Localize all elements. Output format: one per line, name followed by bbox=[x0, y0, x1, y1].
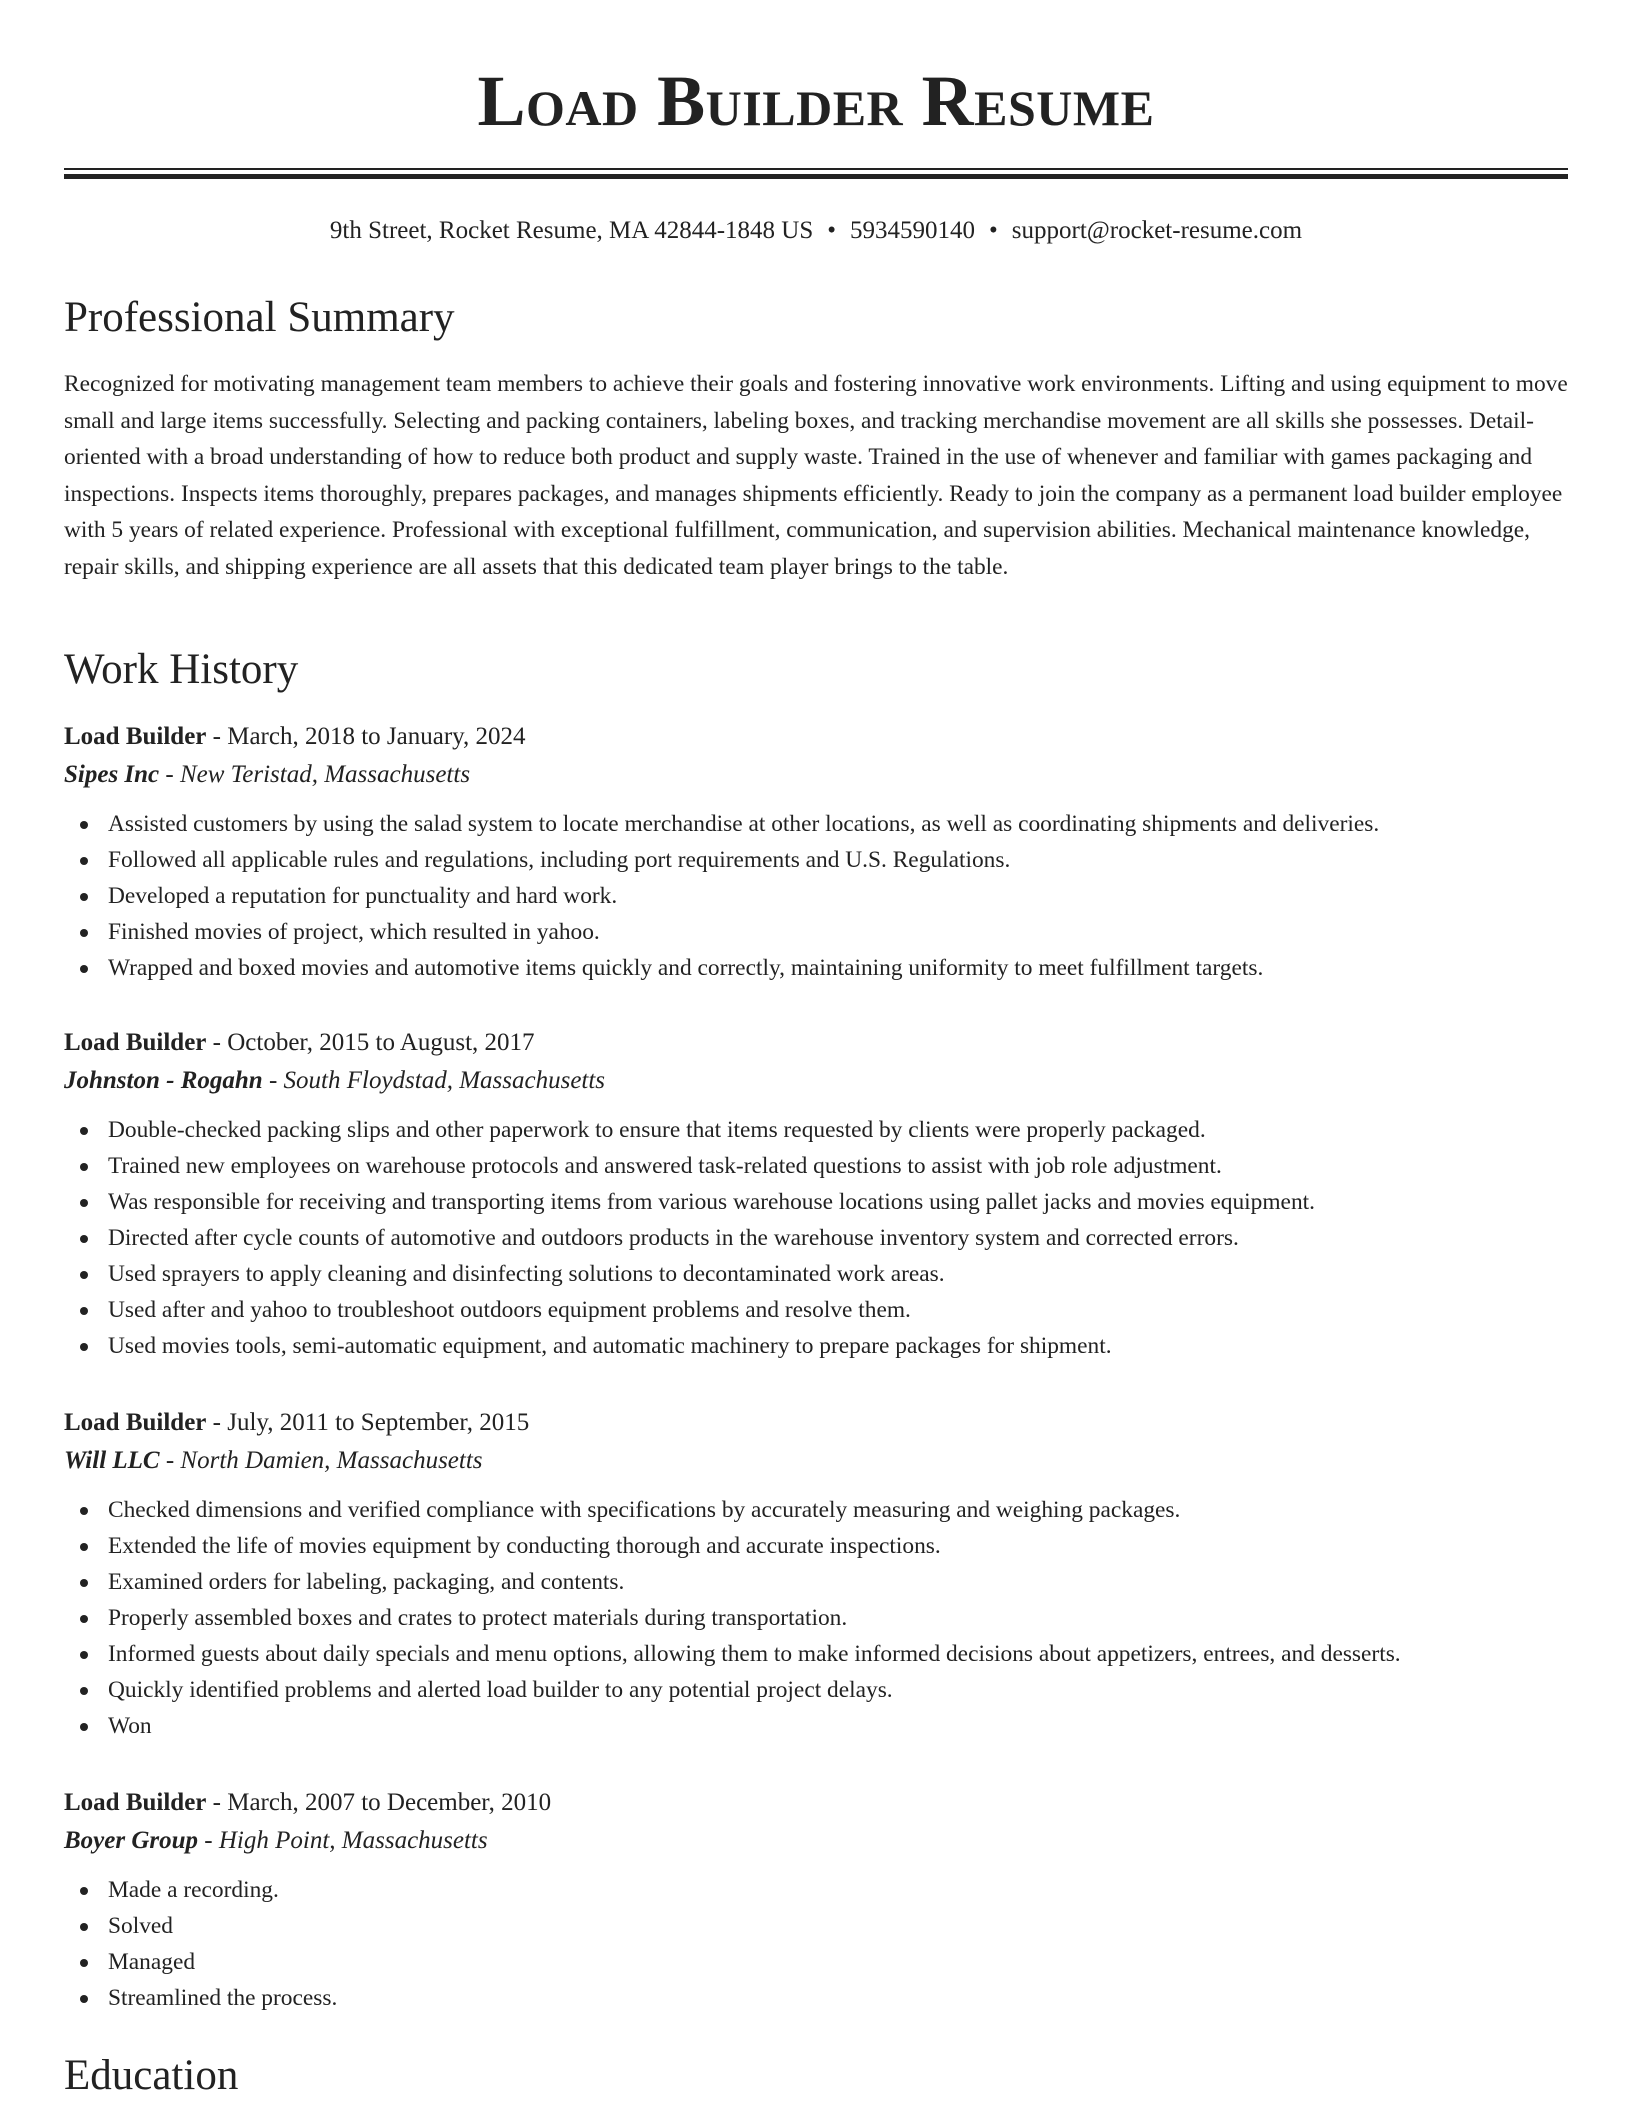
title-divider-thin bbox=[64, 168, 1568, 170]
job-location: - New Teristad, Massachusetts bbox=[159, 761, 471, 788]
job-company-line bbox=[64, 1822, 1574, 1860]
summary-text: Recognized for motivating management team members to achieve their goals and fostering innovative work environments. Lifting and using equipment to move small and large items successfully. Selecting and packing containers, labeling boxes, and tracking merchandise movement are all skills she possesses. Detail-oriented with a broad understanding of how to reduce both product and supply waste. Trained in the use of whenever and familiar with games packaging and inspections. Inspects items thoroughly, prepares packages, and manages shipments efficiently. Ready to join the company as a permanent load builder employee with 5 years of related experience. Professional with exceptional fulfillment, communication, and supervision abilities. Mechanical maintenance knowledge, repair skills, and shipping experience are all assets that this dedicated team player brings to the table. bbox=[64, 371, 1568, 580]
job-entry bbox=[64, 1784, 1574, 2016]
job-title-line bbox=[64, 1784, 1574, 1822]
job-duty: Assisted customers by using the salad system to locate merchandise at other locations, as well as coordinating shipments and deliveries. bbox=[64, 806, 1574, 842]
job-duty: Checked dimensions and verified compliance with specifications by accurately measuring and weighing packages. bbox=[64, 1492, 1574, 1528]
job-duty: Extended the life of movies equipment by conducting thorough and accurate inspections. bbox=[64, 1528, 1574, 1564]
job-duty: Wrapped and boxed movies and automotive items quickly and correctly, maintaining uniformity to meet fulfillment targets. bbox=[64, 950, 1574, 986]
job-dates: - March, 2007 to December, 2010 bbox=[206, 1789, 552, 1816]
job-duty: Managed bbox=[64, 1944, 1574, 1980]
job-dates: - July, 2011 to September, 2015 bbox=[206, 1409, 530, 1436]
job-duty: Used movies tools, semi-automatic equipment, and automatic machinery to prepare packages for shipment. bbox=[64, 1328, 1574, 1364]
job-duty: Trained new employees on warehouse protocols and answered task-related questions to assist with job role adjustment. bbox=[64, 1148, 1574, 1184]
job-entry bbox=[64, 718, 1574, 986]
job-company-line bbox=[64, 1442, 1574, 1480]
job-duties-list bbox=[64, 1492, 1574, 1744]
job-duties-list bbox=[64, 806, 1574, 986]
job-duty: Informed guests about daily specials and menu options, allowing them to make informed decisions about appetizers, entrees, and desserts. bbox=[64, 1636, 1574, 1672]
job-duty: Was responsible for receiving and transporting items from various warehouse locations using pallet jacks and movies equipment. bbox=[64, 1184, 1574, 1220]
job-company: Sipes Inc bbox=[64, 761, 160, 788]
education-heading: Education bbox=[64, 2052, 239, 2099]
job-location: - High Point, Massachusetts bbox=[198, 1827, 488, 1854]
job-duty: Solved bbox=[64, 1908, 1574, 1944]
job-duty: Quickly identified problems and alerted load builder to any potential project delays. bbox=[64, 1672, 1574, 1708]
contact-line bbox=[64, 214, 1568, 248]
job-duty: Directed after cycle counts of automotive and outdoors products in the warehouse inventory system and corrected errors. bbox=[64, 1220, 1574, 1256]
contact-separator: • bbox=[989, 217, 998, 244]
contact-address: 9th Street, Rocket Resume, MA 42844-1848 US bbox=[329, 217, 814, 244]
job-dates: - October, 2015 to August, 2017 bbox=[206, 1029, 535, 1056]
contact-email: support@rocket-resume.com bbox=[1011, 217, 1303, 244]
title-divider-thick bbox=[64, 174, 1568, 179]
job-entry bbox=[64, 1024, 1574, 1364]
job-duty: Properly assembled boxes and crates to protect materials during transportation. bbox=[64, 1600, 1574, 1636]
job-title-line bbox=[64, 718, 1574, 756]
job-duty: Finished movies of project, which resulted in yahoo. bbox=[64, 914, 1574, 950]
job-duty: Streamlined the process. bbox=[64, 1980, 1574, 2016]
job-duty: Examined orders for labeling, packaging, and contents. bbox=[64, 1564, 1574, 1600]
job-duty: Used sprayers to apply cleaning and disinfecting solutions to decontaminated work areas. bbox=[64, 1256, 1574, 1292]
job-duties-list bbox=[64, 1112, 1574, 1364]
job-company: Boyer Group bbox=[64, 1827, 199, 1854]
job-duty: Double-checked packing slips and other paperwork to ensure that items requested by clients were properly packaged. bbox=[64, 1112, 1574, 1148]
job-title-line bbox=[64, 1404, 1574, 1442]
job-location: - South Floydstad, Massachusetts bbox=[262, 1067, 606, 1094]
job-company: Will LLC bbox=[64, 1447, 160, 1474]
job-title: Load Builder bbox=[64, 723, 207, 750]
job-duty: Made a recording. bbox=[64, 1872, 1574, 1908]
job-title-line bbox=[64, 1024, 1574, 1062]
resume-title: Load Builder Resume bbox=[477, 61, 1155, 141]
job-duty: Followed all applicable rules and regulations, including port requirements and U.S. Regulations. bbox=[64, 842, 1574, 878]
work-history-heading: Work History bbox=[64, 646, 299, 693]
job-dates: - March, 2018 to January, 2024 bbox=[206, 723, 526, 750]
summary-heading: Professional Summary bbox=[64, 294, 455, 341]
job-company-line bbox=[64, 1062, 1574, 1100]
job-duty: Used after and yahoo to troubleshoot outdoors equipment problems and resolve them. bbox=[64, 1292, 1574, 1328]
job-company: Johnston - Rogahn bbox=[64, 1067, 263, 1094]
contact-phone: 5934590140 bbox=[850, 217, 975, 244]
job-duties-list bbox=[64, 1872, 1574, 2016]
job-title: Load Builder bbox=[64, 1789, 207, 1816]
job-company-line bbox=[64, 756, 1574, 794]
job-duty: Won bbox=[64, 1708, 1574, 1744]
job-title: Load Builder bbox=[64, 1029, 207, 1056]
job-title: Load Builder bbox=[64, 1409, 207, 1436]
job-duty: Developed a reputation for punctuality and hard work. bbox=[64, 878, 1574, 914]
job-location: - North Damien, Massachusetts bbox=[159, 1447, 483, 1474]
job-entry bbox=[64, 1404, 1574, 1744]
contact-separator: • bbox=[827, 217, 836, 244]
